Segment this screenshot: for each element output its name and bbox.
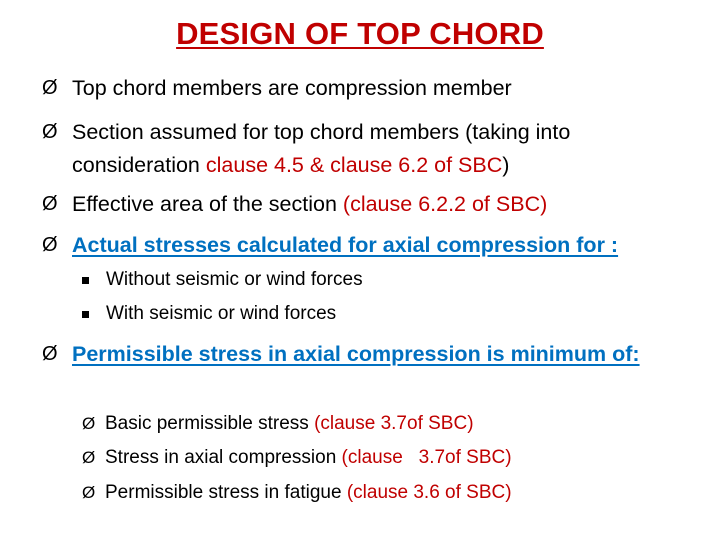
bullet-actual-stresses [42,229,702,262]
bullet-text: Effective area of the section [72,192,343,216]
bullet-section-assumed [42,116,702,182]
permissible-item-fatigue [82,478,512,508]
permissible-item-text: Stress in axial compression [105,447,342,468]
permissible-item-text: Permissible stress in fatigue [105,482,347,503]
arrow-bullet-icon: Ø [82,483,96,502]
clause-reference: (clause 6.2.2 of SBC) [342,192,548,216]
sub-item-text: Without seismic or wind forces [106,269,363,290]
permissible-item-axial [82,443,512,473]
square-bullet-icon [82,311,89,318]
sub-item-without-seismic [82,266,363,294]
clause-reference: (clause 3.6 of SBC) [346,482,512,503]
sub-item-with-seismic [82,300,336,328]
bullet-compression-member [42,72,702,105]
clause-reference: (clause 3.7of SBC) [314,413,474,434]
permissible-item-basic [82,409,474,439]
permissible-item-text: Basic permissible stress [105,413,315,434]
arrow-bullet-icon: Ø [42,193,58,215]
clause-reference: clause 4.5 & clause 6.2 of SBC [205,153,503,177]
arrow-bullet-icon: Ø [82,448,96,467]
bullet-text: Section assumed for top chord members (taking into consideration [72,120,571,177]
arrow-bullet-icon: Ø [42,234,58,256]
page-title: DESIGN OF TOP CHORD [176,16,544,51]
bullet-text: Top chord members are compression member [72,76,512,100]
sub-item-text: With seismic or wind forces [106,303,337,324]
bullet-permissible-stress [42,338,682,371]
bullet-text-tail: ) [502,153,510,177]
arrow-bullet-icon: Ø [82,414,96,433]
arrow-bullet-icon: Ø [42,77,58,99]
square-bullet-icon [82,277,89,284]
emphasis-heading: Actual stresses calculated for axial compression for : [72,233,619,257]
arrow-bullet-icon: Ø [42,343,58,365]
emphasis-heading: Permissible stress in axial compression is minimum of: [72,342,640,366]
arrow-bullet-icon: Ø [42,121,58,143]
bullet-effective-area [42,188,702,221]
clause-reference: (clause 3.7of SBC) [341,447,512,468]
